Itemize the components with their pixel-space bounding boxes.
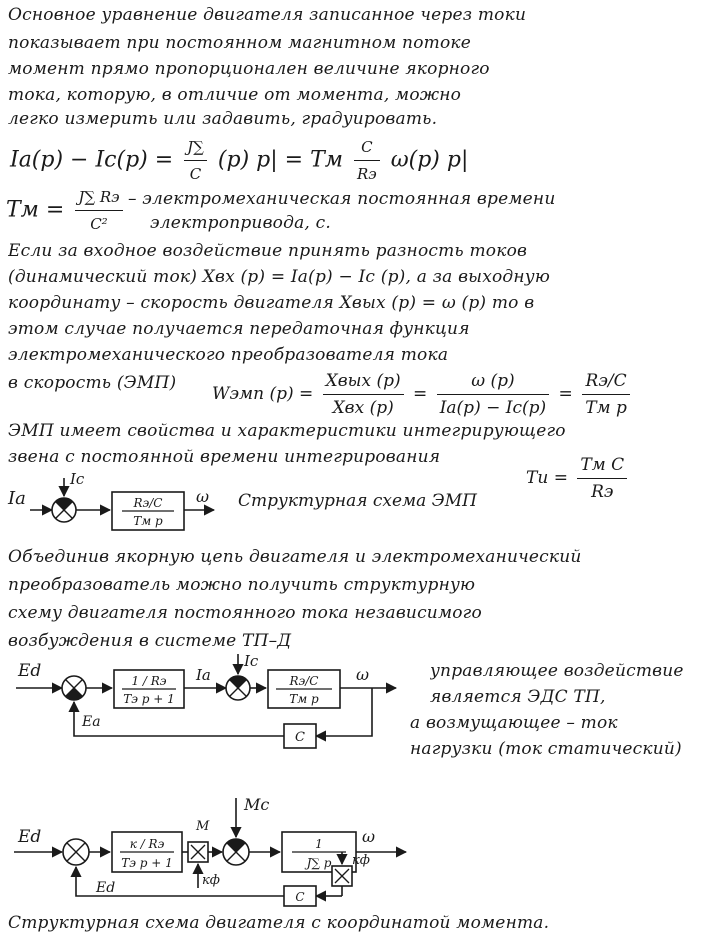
summing-junction-2	[223, 839, 249, 865]
svg-text:1 / Rэ: 1 / Rэ	[131, 674, 167, 688]
feedback-label: Ed	[96, 880, 116, 896]
block-num: Rэ/C	[133, 496, 163, 510]
disturbance-label: Iс	[70, 470, 85, 488]
diagram-caption: Структурная схема ЭМП	[238, 491, 477, 511]
summing-junction	[52, 498, 76, 522]
output-label: ω	[356, 665, 370, 684]
summing-junction-1	[63, 839, 89, 865]
note-line: а возмущающее – ток	[410, 713, 618, 733]
text-line: звена с постоянной времени интегрирования	[8, 447, 441, 467]
text-line: преобразователь можно получить структурную	[8, 575, 476, 595]
text-line: ЭМП имеет свойства и характеристики интегрирующего	[8, 421, 566, 441]
input-label: Ed	[18, 661, 42, 681]
svg-text:Tм p: Tм p	[289, 692, 319, 706]
text-line: этом случае получается передаточная функция	[8, 319, 470, 339]
equation-integration-constant: Tи = $\frac{\text{Tм C}}{Rэ}$	[526, 452, 631, 505]
multiplier-block-1	[188, 842, 208, 862]
text-line: в скорость (ЭМП)	[8, 373, 177, 393]
text-line: Основное уравнение двигателя записанное через токи	[8, 5, 527, 25]
eq1-lhs: Iа(p) − Iс(p) =	[10, 147, 174, 173]
text-line: показывает при постоянном магнитном потоке	[8, 33, 472, 53]
diagram-motor-torque	[0, 788, 708, 908]
note-line: управляющее воздействие	[430, 661, 684, 681]
summing-junction-2	[226, 676, 250, 700]
multiplier-block-2	[332, 866, 352, 886]
flux-factor-label: кф	[202, 873, 220, 888]
svg-text:C: C	[295, 890, 305, 904]
output-label: ω	[196, 487, 210, 506]
current-label: Iа	[196, 666, 211, 684]
diagram-dc-motor-tp-d	[0, 652, 420, 752]
svg-text:Tэ p + 1: Tэ p + 1	[123, 692, 175, 706]
eq1-frac1: $\frac{J\sum}{C}$	[184, 134, 207, 187]
block-den: Tм p	[133, 514, 163, 528]
note-line: нагрузки (ток статический)	[410, 739, 682, 759]
text-line: Объединив якорную цепь двигателя и электромеханический	[8, 547, 582, 567]
equation-torque	[10, 134, 468, 187]
output-label: ω	[362, 827, 376, 846]
text-line: схему двигателя постоянного тока независимого	[8, 603, 482, 623]
flux-factor-label-2: кф	[352, 853, 370, 868]
text-line: момент прямо пропорционален величине якорного	[8, 59, 490, 79]
eq1-frac2: $\frac{C}{Rэ}$	[354, 134, 380, 187]
text-line: легко измерить или задавить, градуировать.	[8, 109, 438, 129]
text-line: Если за входное воздействие принять разность токов	[8, 241, 528, 261]
equation-transfer-function: Wэмп (p) = $\frac{\text{Xвых (p)}}{\text{Xвх (p)}}$ = $\frac{\omega (p)}{Iа(p) - Iс(p)}$ = $\frac{Rэ/C}{\text{Tм p}}$	[212, 368, 634, 421]
note-line: является ЭДС ТП,	[430, 687, 606, 707]
summing-junction-1	[62, 676, 86, 700]
svg-text:Tэ p + 1: Tэ p + 1	[121, 856, 173, 870]
svg-text:1: 1	[315, 837, 323, 851]
text-line: – электромеханическая постоянная времени	[128, 189, 556, 209]
eq1-rhs: ω(p) p|	[390, 147, 469, 173]
input-label: Iа	[8, 488, 26, 509]
text-line: координату – скорость двигателя Xвых (p) = ω (p) то в	[8, 293, 535, 313]
disturbance-label: Iс	[244, 652, 259, 670]
input-label: Ed	[18, 827, 42, 847]
svg-text:к / Rэ: к / Rэ	[129, 837, 165, 851]
text-line: электромеханического преобразователя тока	[8, 345, 449, 365]
torque-label: M	[196, 819, 210, 834]
text-line: возбуждения в системе ТП–Д	[8, 631, 292, 651]
text-line: (динамический ток) Xвх (p) = Iа(p) − Iс (p), а за выходную	[8, 267, 551, 287]
equation-time-constant: Tм = $\frac{J\sum Rэ}{\text{C²}}$	[6, 184, 127, 237]
svg-text:C: C	[295, 730, 305, 745]
load-torque-label: Mс	[244, 795, 270, 814]
text-line: электропривода, с.	[150, 213, 331, 233]
diagram-caption: Структурная схема двигателя с координатой момента.	[8, 913, 550, 933]
svg-text:Rэ/C: Rэ/C	[289, 674, 319, 688]
svg-text:J∑ p: J∑ p	[306, 856, 332, 870]
text-line: тока, которую, в отличие от момента, можно	[8, 85, 462, 105]
diagram-emp	[0, 470, 708, 540]
feedback-label: Eа	[82, 714, 101, 730]
eq1-mid: (p) p| = Tм	[217, 147, 343, 173]
